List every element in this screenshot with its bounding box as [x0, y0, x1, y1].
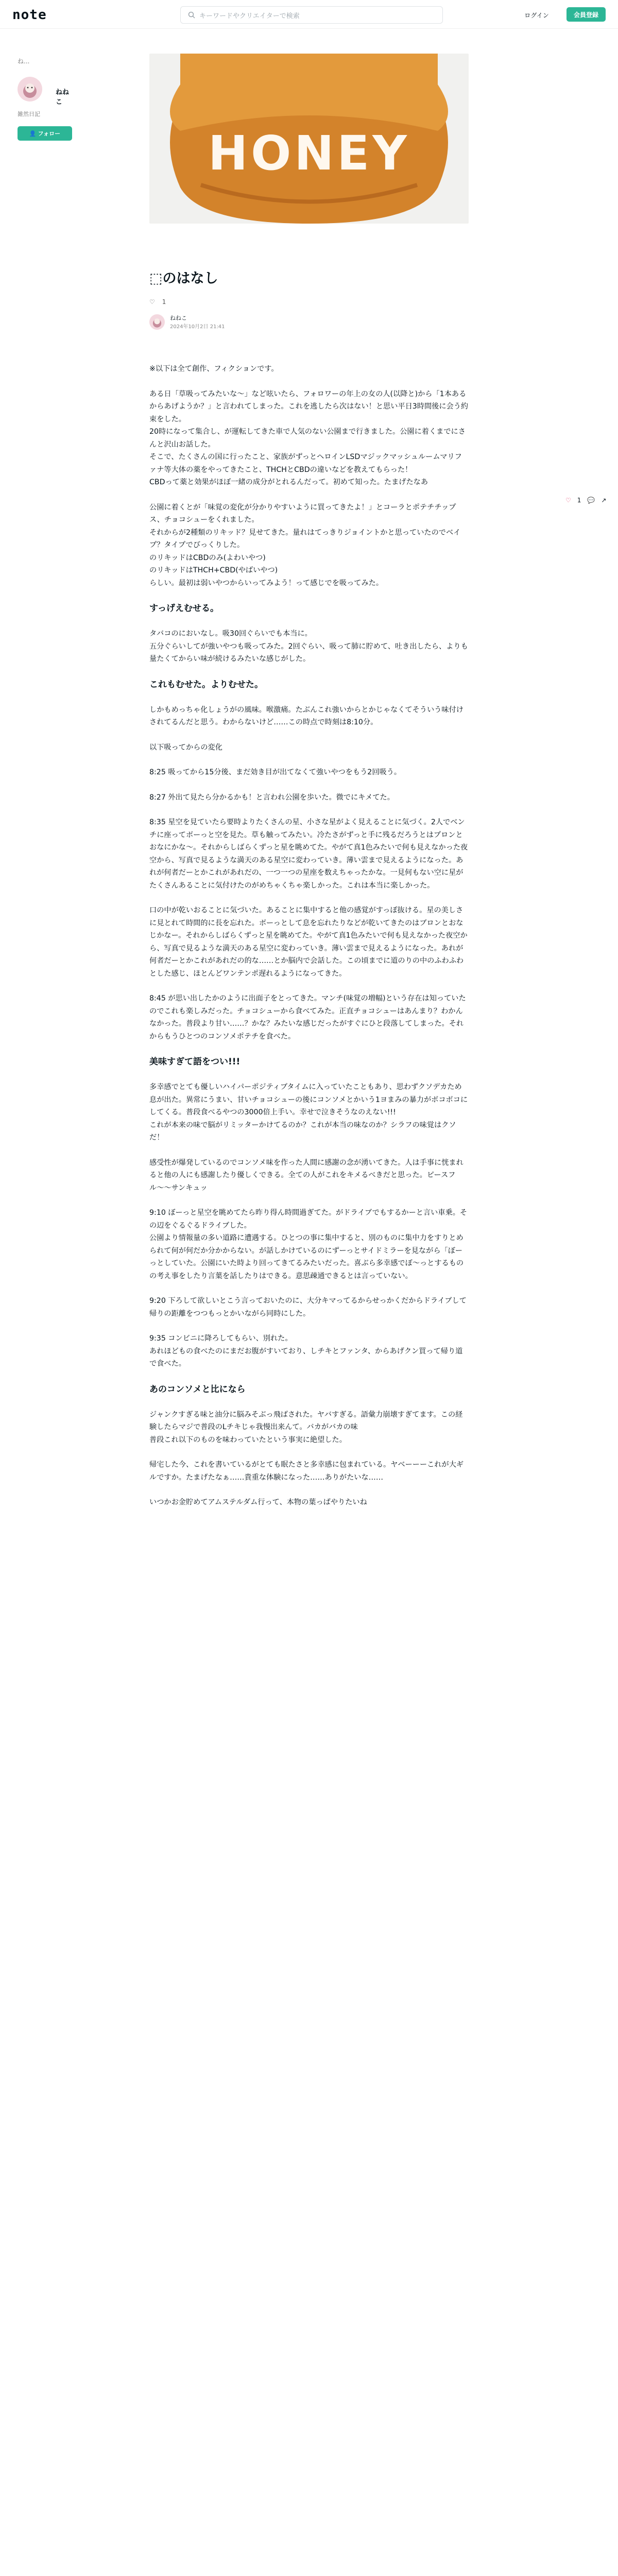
paragraph: 20時になって集合し、が運転してきた車で人気のない公園まで行きました。公園に着くまでにさんと沢山お話した。	[149, 428, 466, 449]
follow-button[interactable]	[18, 126, 72, 141]
paragraph: そこで、たくさんの国に行ったこと、家族がずっとヘロインLSDマジックマッシュルームマリファナ等大体の薬をやってきたこと、THCHとCBDの違いなどを教えてもらった！	[149, 453, 462, 474]
paragraph: 8:35 星空を見ていたら要時よりたくさんの星、小さな星がよく見えることに気づく。2人でベンチに座ってボーっと空を見た。草も触ってみたい。冷たさがずっと手に残るだろうとはプロンとおなにかな〜。それからしばらくずっと星を眺めてた。やがて真1色みたいで何も見えなかった夜空から、写真で見るような満天のある星空に変わっていき。薄い雲まで見えるようになった。あれが何者だーとかこれがあれだの、一つ一つの星座を数えちゃったかな。一見何もない空に星がたくさんあることに気付けたのがめちゃくちゃ楽しかった。これは本当に楽しかった。	[149, 818, 468, 890]
share-icon[interactable]: ↗	[601, 497, 607, 504]
paragraph: ジャンクすぎる味と油分に脳みそぶっ飛ばされた。ヤバすぎる。語彙力崩壊すぎてます。この経験したらマジで普段のLチキじゃ我慢出来んて。バカがバカの味	[149, 1410, 463, 1431]
paragraph-gap	[149, 980, 469, 992]
signup-button[interactable]: 会員登録	[566, 7, 606, 22]
article	[149, 54, 469, 1509]
author-name[interactable]: ねねこ	[170, 315, 187, 321]
paragraph: しかもめっちゃ化しょうがの風味。喉激痛。たぶんこれ強いからとかじゃなくてそういう味付けされてるんだと思う。わからないけど……この時点で時刻は8:10分。	[149, 705, 464, 726]
note-logo[interactable]: note	[12, 7, 47, 23]
paragraph-gap	[149, 1282, 469, 1295]
emoji-glyph: ⬚	[149, 270, 163, 286]
comment-icon[interactable]: 💬	[587, 497, 595, 504]
author-avatar[interactable]	[149, 314, 165, 330]
paragraph: 9:10 ぼーっと星空を眺めてたら昨り得ん時間過ぎてた。がドライブでもするかーと言い車乗。その辺をぐるぐるドライブした。	[149, 1209, 468, 1230]
paragraph-gap	[149, 1043, 469, 1055]
paragraph: いつかお金貯めてアムステルダム行って、本物の葉っぱやりたいね	[149, 1498, 367, 1506]
paragraph: 8:45 が思い出したかのように出面子をとってきた。マンチ(味覚の増幅)という存在は知っていたのでこれも楽しみだった。チョコシューから食べてみた。正直チョコシューはあんまり？わかんなかった。普段より甘い……？かな？みたいな感じだったがすぐにひと段落してしまった。それからもうひとつのコンソメポテチを食べた。	[149, 994, 466, 1041]
paragraph: ※以下は全て創作、フィクションです。	[149, 365, 279, 373]
paragraph: 口の中が乾いおることに気づいた。あることに集中すると他の感覚がすっぽ抜ける。星の美しさに見とれて時間的に長を忘れた。ボーっとして息を忘れたりなどが乾いてきたのはブロンとおなじかなー。それからしばらくずっと星を眺めてた。やがて真1色みたいで何も見えなかった夜空から、写真で見るような満天のある星空に変わっていき。薄い雲まで見えるようになった。あれが何者だーとかこれがあれだの的な……とか脳内で会話した。この頃までに道のりの中のふわふわとした感じ、ほとんどワンテンポ遅れるようになってきた。	[149, 906, 468, 978]
paragraph-gap	[149, 1484, 469, 1496]
heart-outline-icon[interactable]: ♡	[149, 298, 155, 306]
paragraph: 普段これ以下のものを味わっていたという事実に絶望した。	[149, 1435, 347, 1444]
paragraph-gap	[149, 1069, 469, 1081]
hero-text: HONEY	[208, 126, 410, 181]
paragraph: 帰宅した今、これを書いているがとても眠たさと多幸感に包まれている。ヤベーーーこれが大ギルですか。たまげたなぁ……貴重な体験になった……ありがたいな……	[149, 1461, 464, 1482]
paragraph: 以下吸ってからの変化	[149, 743, 222, 752]
paragraph: 9:35 コンビニに降ろしてもらい、別れた。	[149, 1334, 293, 1343]
paragraph-gap	[149, 1144, 469, 1157]
paragraph: 多幸感でとても優しいハイパーポジティブタイムに入っていたこともあり、思わずクソデカため息が出た。異常にうまい、甘いチョコシューの後にコンソメとかいう1ヨまみの暴力がボコボコにしてくる。普段食べるやつの3000倍上手い。幸せで泣きそうなのえない!!!	[149, 1083, 468, 1116]
paragraph: のリキッドはTHCH+CBD(やばいやつ)	[149, 566, 278, 574]
paragraph: あれほどもの食べたのにまだお腹がすいており、しチキとファンタ、からあげクン買って帰り道で食べた。	[149, 1347, 463, 1368]
avatar[interactable]	[18, 77, 42, 101]
like-count-top: 1	[162, 298, 166, 306]
breadcrumb[interactable]: ね...	[18, 58, 30, 65]
paragraph: タバコのにおいなし。吸30回ぐらいでも本当に。	[149, 630, 312, 638]
floating-actions	[565, 497, 606, 504]
paragraph-gap	[149, 729, 469, 741]
paragraph-gap	[149, 1194, 469, 1207]
search-input[interactable]	[180, 6, 443, 24]
paragraph: 8:27 外出て見たら分かるかも！と言われ公園を歩いた。微でにキメてた。	[149, 793, 394, 802]
section-heading: 美味すぎて語をつい!!!	[149, 1057, 241, 1067]
login-button[interactable]: ログイン	[515, 7, 558, 23]
paragraph-gap	[149, 666, 469, 678]
paragraph: ある日「草吸ってみたいな〜」など呟いたら、フォロワーの年上の女の人(以降と)から「1本あるからあげようか？」と言われてしまった。これを逃したら次はない！と思い平日3時間後に会う約束をした。	[149, 389, 469, 423]
article-title: ⬚のはなし	[149, 270, 218, 286]
paragraph: 9:20 下ろして欲しいとこう言っておいたのに、大分キマってるからせっかくだからドライブして帰りの距離をつつもっとかいながら同時にした。	[149, 1297, 467, 1318]
paragraph-gap	[149, 376, 469, 388]
paragraph: 8:25 吸ってから15分後、まだ効き目が出てなくて強いやつをもう2回吸う。	[149, 768, 402, 776]
paragraph: それからが2種類のリキッド？見せてきた。量れはてっきりジョイントかと思っていたのでベイプ？タイプでびっくりした。	[149, 528, 461, 549]
paragraph-gap	[149, 779, 469, 791]
hero-image	[149, 54, 469, 224]
like-row	[149, 298, 469, 306]
paragraph-gap	[149, 589, 469, 602]
paragraph-gap	[149, 892, 469, 904]
search-icon	[188, 11, 195, 19]
paragraph-gap	[149, 691, 469, 704]
article-body	[149, 363, 469, 1509]
paragraph-gap	[149, 1396, 469, 1409]
paragraph: 公園に着くとが「味覚の変化が分かりやすいように買ってきたよ！」とコーラとポテチチップス、チョコシューをくれました。	[149, 503, 456, 524]
user-plus-icon: 👤	[29, 131, 38, 137]
paragraph: らしい。最初は弱いやつからいってみよう！って感じでを吸ってみた。	[149, 579, 384, 587]
paragraph-gap	[149, 754, 469, 766]
paragraph: これが本来の味で脳がリミッターかけてるのか？これが本当の味なのか？シラフの味覚はクソだ！	[149, 1121, 456, 1142]
paragraph: CBDって薬と効果がほぼ一緒の成分がとれるんだって。初めて知った。たまげたなあ	[149, 478, 428, 486]
paragraph: 公園より情報量の多い道路に遭遇する。ひとつの事に集中すると、別のものに集中力をすりとめられて何が何だか分かからない。が話しかけているのにずーっとサイドミラーを見ながら「ぼーっとしていた。公園にいた時より回ってきてるみたいだった。喜ぶら多幸感でぼ〜っとするものの考え事をしたり言葉を話したりはできる。意思疎通できるとは言っていない。	[149, 1234, 464, 1280]
heart-icon[interactable]: ♡	[565, 497, 571, 504]
section-heading: あのコンソメと比になら	[149, 1384, 246, 1395]
follow-label: フォロー	[38, 131, 61, 137]
publish-date: 2024年10月2日 21:41	[170, 324, 225, 330]
paragraph-gap	[149, 1370, 469, 1383]
paragraph-gap	[149, 615, 469, 628]
paragraph-gap	[149, 804, 469, 816]
creator-name[interactable]: ねねこ	[56, 89, 70, 106]
search-placeholder: キーワードやクリエイターで検索	[199, 12, 300, 20]
paragraph: 感受性が爆発しているのでコンソメ味を作った人間に感謝の念が湧いてきた。人は手事に恍まれると他の人にも感謝したり優しくできる。全ての人がこれをキメるべきだと思った。ピースフル〜〜サンキュッ	[149, 1158, 464, 1192]
creator-sidebar	[18, 57, 74, 141]
author-row	[149, 314, 469, 330]
paragraph-gap	[149, 489, 469, 501]
paragraph-gap	[149, 1446, 469, 1459]
like-count: 1	[577, 497, 581, 504]
section-heading: すっげえむせる。	[149, 603, 219, 614]
paragraph: 五分ぐらいしてが強いやつも吸ってみた。2回ぐらい、吸って肺に貯めて、吐き出したら、よりも量たくてからい味が続けるみたいな感じがした。	[149, 642, 468, 663]
paragraph: のリキッドはCBDのみ(よわいやつ)	[149, 553, 266, 562]
paragraph-gap	[149, 1320, 469, 1332]
header	[0, 0, 618, 29]
section-heading: これもむせた。よりむせた。	[149, 679, 263, 690]
creator-description: 雑然日記	[18, 111, 40, 117]
